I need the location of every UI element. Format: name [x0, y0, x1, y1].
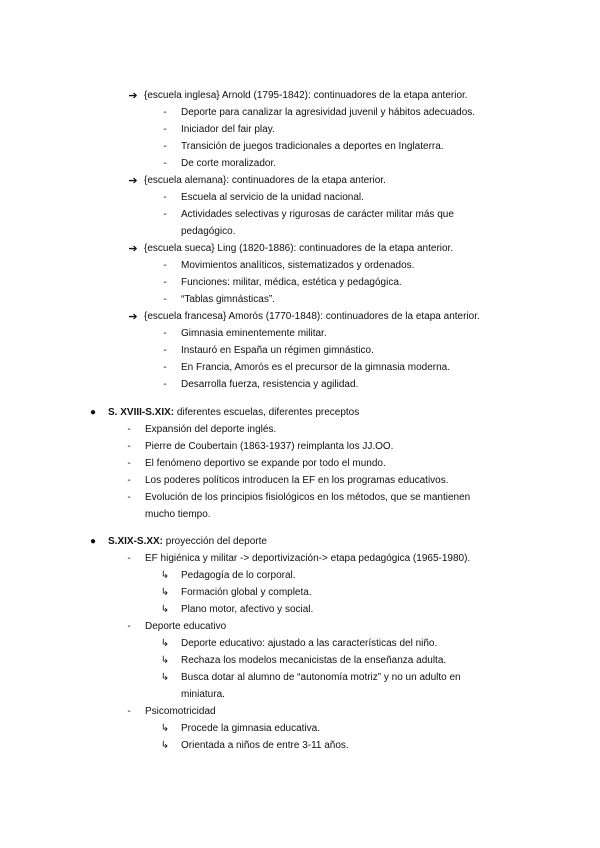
list-item-text: Actividades selectivas y rigurosas de carácter militar más que [181, 209, 454, 220]
list-item-text: Instauró en España un régimen gimnástico. [181, 345, 374, 356]
dash-marker: - [127, 458, 131, 469]
list-item-text: Deporte para canalizar la agresividad juvenil y hábitos adecuados. [181, 107, 476, 118]
hook-arrow-icon: ↳ [160, 604, 170, 615]
arrow-icon: ➔ [128, 90, 138, 102]
list-item-text: Psicomotricidad [145, 706, 216, 717]
dash-marker: - [127, 424, 131, 435]
hook-arrow-icon: ↳ [160, 672, 170, 683]
list-item-text: Escuela al servicio de la unidad nacional. [181, 192, 364, 203]
arrow-icon: ➔ [128, 311, 138, 323]
list-item-text: Funciones: militar, médica, estética y pedagógica. [181, 277, 402, 288]
sub-list-item-text: Busca dotar al alumno de “autonomía motriz” y no un adulto en [181, 672, 461, 683]
list-item-text: Movimientos analíticos, sistematizados y ordenados. [181, 260, 415, 271]
bullet-icon: ● [89, 407, 97, 418]
heading-rest: diferentes escuelas, diferentes preceptos [174, 407, 360, 418]
section-heading: {escuela inglesa} Arnold (1795-1842): continuadores de la etapa anterior. [144, 90, 468, 101]
list-item-text: Transición de juegos tradicionales a deportes en Inglaterra. [181, 141, 444, 152]
dash-marker: - [127, 553, 131, 564]
section-heading: {escuela francesa} Amorós (1770-1848): continuadores de la etapa anterior. [144, 311, 480, 322]
sub-list-item-text: Orientada a niños de entre 3-11 años. [181, 740, 349, 751]
list-item-text: Iniciador del fair play. [181, 124, 275, 135]
list-item-text: Pierre de Coubertain (1863-1937) reimplanta los JJ.OO. [145, 441, 394, 452]
sub-list-item-text: Pedagogía de lo corporal. [181, 570, 296, 581]
list-item-text: Deporte educativo [145, 621, 227, 632]
sub-list-item-text: Rechaza los modelos mecanicistas de la enseñanza adulta. [181, 655, 447, 666]
list-item-text: EF higiénica y militar -> deportivización-> etapa pedagógica (1965-1980). [145, 553, 471, 564]
list-item-text: En Francia, Amorós es el precursor de la gimnasia moderna. [181, 362, 451, 373]
arrow-icon: ➔ [128, 175, 138, 187]
heading-rest: proyección del deporte [163, 536, 267, 547]
dash-marker: - [163, 209, 167, 220]
dash-marker: - [163, 328, 167, 339]
hook-arrow-icon: ↳ [160, 723, 170, 734]
hook-arrow-icon: ↳ [160, 740, 170, 751]
list-item-text: El fenómeno deportivo se expande por todo el mundo. [145, 458, 386, 469]
sub-list-item-text: Formación global y completa. [181, 587, 312, 598]
hook-arrow-icon: ↳ [160, 570, 170, 581]
heading-bold: S. XVIII-S.XIX: [108, 407, 175, 418]
bullet-icon: ● [89, 536, 97, 547]
list-item-text: “Tablas gimnásticas”. [181, 294, 275, 305]
arrow-icon: ➔ [128, 243, 138, 255]
section-heading [108, 534, 267, 550]
sub-list-item-text: Procede la gimnasia educativa. [181, 723, 320, 734]
section-heading [108, 405, 359, 421]
section-heading: {escuela sueca} Ling (1820-1886): continuadores de la etapa anterior. [144, 243, 454, 254]
heading-bold: S.XIX-S.XX: [108, 536, 164, 547]
list-item-text: Los poderes políticos introducen la EF en los programas educativos. [145, 475, 449, 486]
dash-marker: - [127, 492, 131, 503]
list-item-text: Gimnasia eminentemente militar. [181, 328, 327, 339]
dash-marker: - [163, 124, 167, 135]
dash-marker: - [163, 260, 167, 271]
sub-list-item-text: Deporte educativo: ajustado a las características del niño. [181, 638, 438, 649]
sub-list-item-text: miniatura. [181, 689, 225, 700]
list-item-text: pedagógico. [181, 226, 236, 237]
dash-marker: - [163, 158, 167, 169]
dash-marker: - [163, 277, 167, 288]
dash-marker: - [163, 362, 167, 373]
list-item-text: De corte moralizador. [181, 158, 277, 169]
section-heading: {escuela alemana}: continuadores de la etapa anterior. [144, 175, 386, 186]
dash-marker: - [163, 294, 167, 305]
sub-list-item-text: Plano motor, afectivo y social. [181, 604, 314, 615]
dash-marker: - [127, 706, 131, 717]
dash-marker: - [163, 379, 167, 390]
dash-marker: - [127, 475, 131, 486]
hook-arrow-icon: ↳ [160, 655, 170, 666]
list-item-text: Expansión del deporte inglés. [145, 424, 277, 435]
dash-marker: - [163, 107, 167, 118]
hook-arrow-icon: ↳ [160, 638, 170, 649]
hook-arrow-icon: ↳ [160, 587, 170, 598]
dash-marker: - [163, 141, 167, 152]
list-item-text: mucho tiempo. [145, 509, 211, 520]
dash-marker: - [127, 441, 131, 452]
dash-marker: - [163, 192, 167, 203]
list-item-text: Desarrolla fuerza, resistencia y agilidad. [181, 379, 359, 390]
dash-marker: - [127, 621, 131, 632]
list-item-text: Evolución de los principios fisiológicos en los métodos, que se mantienen [145, 492, 471, 503]
dash-marker: - [163, 345, 167, 356]
